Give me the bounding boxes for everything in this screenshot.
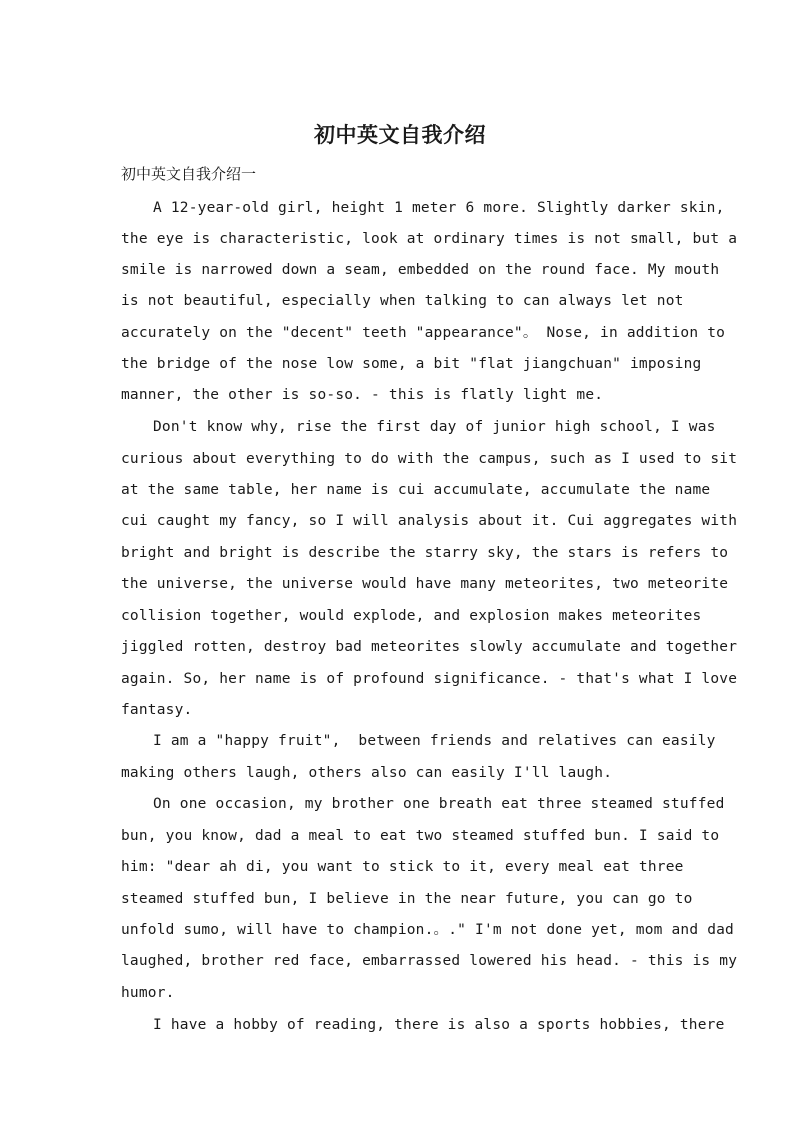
paragraph-line: steamed stuffed bun, I believe in the near future, you can go to — [121, 891, 693, 907]
paragraph-line: unfold sumo, will have to champion.。." I'm not done yet, mom and dad — [121, 922, 734, 938]
paragraph-line: Don't know why, rise the first day of junior high school, I was — [153, 419, 716, 435]
paragraph-line: bright and bright is describe the starry sky, the stars is refers to — [121, 545, 729, 561]
paragraph-line: him: "dear ah di, you want to stick to it, every meal eat three — [121, 859, 684, 875]
paragraph-line: I am a "happy fruit", between friends and relatives can easily — [153, 733, 716, 749]
document-title: 初中英文自我介绍 — [314, 123, 486, 147]
paragraph-line: humor. — [121, 985, 175, 1001]
paragraph-line: is not beautiful, especially when talking to can always let not — [121, 293, 684, 309]
paragraph-line: at the same table, her name is cui accumulate, accumulate the name — [121, 482, 711, 498]
paragraph-line: bun, you know, dad a meal to eat two steamed stuffed bun. I said to — [121, 828, 720, 844]
paragraph-line: smile is narrowed down a seam, embedded on the round face. My mouth — [121, 262, 720, 278]
section-heading: 初中英文自我介绍一 — [121, 165, 257, 183]
paragraph-line: cui caught my fancy, so I will analysis about it. Cui aggregates with — [121, 513, 738, 529]
paragraph-line: On one occasion, my brother one breath eat three steamed stuffed — [153, 796, 725, 812]
paragraph-line: again. So, her name is of profound significance. - that's what I love — [121, 671, 738, 687]
paragraph-line: accurately on the "decent" teeth "appearance"。 Nose, in addition to — [121, 325, 726, 341]
paragraph-line: the bridge of the nose low some, a bit "flat jiangchuan" imposing — [121, 356, 702, 372]
paragraph-line: making others laugh, others also can easily I'll laugh. — [121, 765, 613, 781]
paragraph-line: I have a hobby of reading, there is also a sports hobbies, there — [153, 1017, 725, 1033]
paragraph-line: the universe, the universe would have many meteorites, two meteorite — [121, 576, 729, 592]
paragraph-line: collision together, would explode, and explosion makes meteorites — [121, 608, 702, 624]
paragraph-line: curious about everything to do with the campus, such as I used to sit — [121, 451, 738, 467]
paragraph-line: fantasy. — [121, 702, 193, 718]
paragraph-line: manner, the other is so-so. - this is flatly light me. — [121, 387, 604, 403]
paragraph-line: jiggled rotten, destroy bad meteorites slowly accumulate and together — [121, 639, 738, 655]
paragraph-line: laughed, brother red face, embarrassed lowered his head. - this is my — [121, 953, 738, 969]
paragraph-line: A 12-year-old girl, height 1 meter 6 more. Slightly darker skin, — [153, 200, 725, 216]
paragraph-line: the eye is characteristic, look at ordinary times is not small, but a — [121, 231, 738, 247]
